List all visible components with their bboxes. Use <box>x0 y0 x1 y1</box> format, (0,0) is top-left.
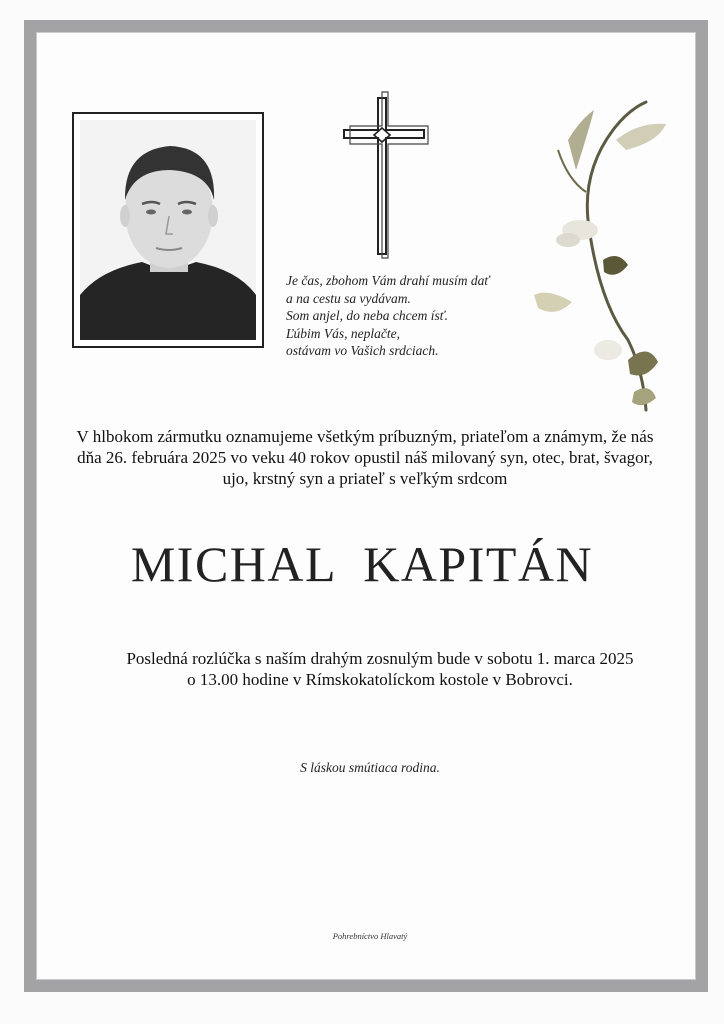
portrait-figure-icon <box>80 120 256 340</box>
portrait-photo <box>80 120 256 340</box>
announcement-line: dňa 26. februára 2025 vo veku 40 rokov opustil náš milovaný syn, otec, brat, švagor, <box>77 448 653 467</box>
announcement-line: ujo, krstný syn a priateľ s veľkým srdcom <box>222 469 508 488</box>
family-signature: S láskou smútiaca rodina. <box>300 760 440 775</box>
farewell-line: o 13.00 hodine v Rímskokatolíckom kostole v Bobrovci. <box>187 670 573 689</box>
death-announcement <box>70 426 660 489</box>
poem-line: Je čas, zbohom Vám drahí musím dať <box>286 273 490 288</box>
deceased-name: MICHAL KAPITÁN <box>130 536 594 592</box>
farewell-line: Posledná rozlúčka s naším drahým zosnulým bude v sobotu 1. marca 2025 <box>126 649 634 668</box>
announcement-line: V hlbokom zármutku oznamujeme všetkým príbuzným, priateľom a známym, že nás <box>76 427 654 446</box>
funeral-home-name: Pohrebníctvo Hlavatý <box>332 931 408 941</box>
farewell-notice <box>80 648 680 690</box>
cross-icon <box>338 88 432 260</box>
poem-line: ostávam vo Vašich srdciach. <box>286 343 439 358</box>
lily-flower-icon <box>528 80 676 420</box>
poem-line: a na cestu sa vydávam. <box>286 290 411 306</box>
poem-line: Som anjel, do neba chcem ísť. <box>286 308 448 323</box>
poem <box>286 272 536 360</box>
portrait-frame <box>72 112 264 348</box>
poem-line: Ľúbim Vás, neplačte, <box>286 325 400 341</box>
